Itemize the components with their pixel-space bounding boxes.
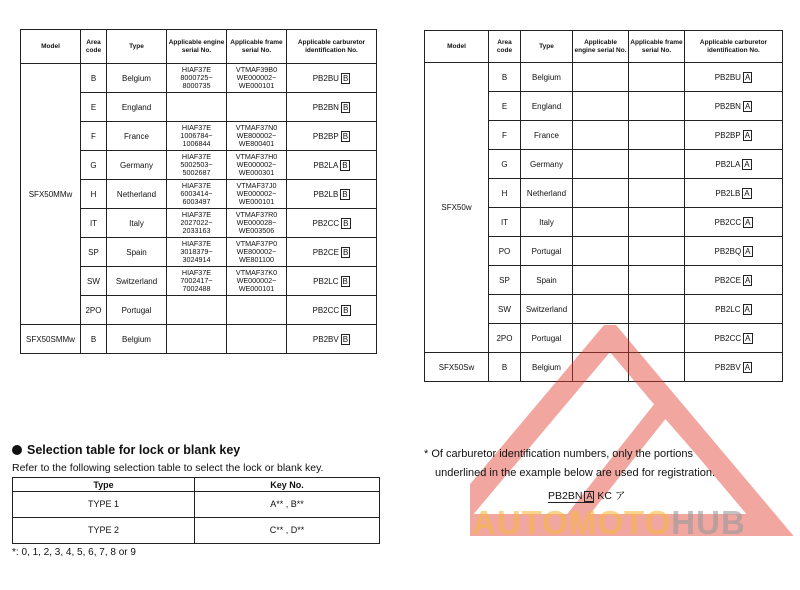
table-row xyxy=(425,63,783,92)
area-cell: B xyxy=(489,63,521,92)
key-no-cell: A** , B** xyxy=(195,492,380,518)
area-cell: B xyxy=(489,353,521,382)
carb-id: PB2BP xyxy=(714,130,741,140)
type-cell: Spain xyxy=(521,266,573,295)
carb-cell xyxy=(287,180,377,209)
carb-box: A xyxy=(744,362,751,372)
model-cell: SFX50w xyxy=(425,63,489,353)
example-tail: KC ア xyxy=(597,490,626,502)
frame-cell xyxy=(629,63,685,92)
carb-box: B xyxy=(343,305,349,315)
type-cell: Netherland xyxy=(521,179,573,208)
engine-cell xyxy=(167,93,227,122)
carb-cell xyxy=(685,92,783,121)
engine-cell xyxy=(573,179,629,208)
model-cell: SFX50MMw xyxy=(21,64,81,325)
carb-box: A xyxy=(744,159,750,169)
header-frame: Applicable frame serial No. xyxy=(227,30,287,64)
area-cell: G xyxy=(489,150,521,179)
watermark-logo xyxy=(472,504,746,542)
area-cell: F xyxy=(489,121,521,150)
carb-cell xyxy=(287,122,377,151)
frame-cell xyxy=(227,296,287,325)
note-line-1: * Of carburetor identification numbers, only the portions xyxy=(424,448,694,460)
example-main xyxy=(548,490,594,503)
table-row xyxy=(21,64,377,93)
header-model: Model xyxy=(425,31,489,63)
carb-cell xyxy=(287,325,377,354)
header-type: Type xyxy=(521,31,573,63)
left-carburetor-table xyxy=(20,29,377,354)
type-cell: Netherland xyxy=(107,180,167,209)
frame-cell: VTMAF37J0 WE000002~ WE000101 xyxy=(227,180,287,209)
carb-box: A xyxy=(744,101,751,111)
carb-box: A xyxy=(744,130,751,140)
frame-cell: VTMAF37N0 WE800002~ WE800401 xyxy=(227,122,287,151)
header-area-code: Area code xyxy=(81,30,107,64)
type-cell: Italy xyxy=(107,209,167,238)
carb-id: PB2BU xyxy=(714,72,741,82)
note-line-2: underlined in the example below are used for registration. xyxy=(435,467,716,479)
carb-id: PB2LB xyxy=(313,189,339,199)
frame-cell xyxy=(629,121,685,150)
frame-cell xyxy=(227,325,287,354)
engine-cell: HIAF37E 5002503~ 5002687 xyxy=(167,151,227,180)
type-cell: Belgium xyxy=(521,63,573,92)
carb-cell xyxy=(287,296,377,325)
carb-cell xyxy=(685,121,783,150)
type-cell: Portugal xyxy=(107,296,167,325)
carb-box: A xyxy=(745,333,751,343)
carb-box: A xyxy=(745,246,751,256)
watermark-text-b: HUB xyxy=(671,504,746,541)
type-cell: France xyxy=(521,121,573,150)
carb-cell xyxy=(685,63,783,92)
header-carburetor: Applicable carburetor identification No. xyxy=(685,31,783,63)
area-cell: SW xyxy=(81,267,107,296)
header-key-type: Type xyxy=(13,478,195,492)
header-engine: Applicable engine serial No. xyxy=(573,31,629,63)
carb-cell xyxy=(685,150,783,179)
carb-id: PB2CC xyxy=(312,305,340,315)
key-type-cell: TYPE 2 xyxy=(13,518,195,544)
frame-cell: VTMAF37P0 WE800002~ WE801100 xyxy=(227,238,287,267)
selection-description: Refer to the following selection table to select the lock or blank key. xyxy=(12,462,324,474)
type-cell: Spain xyxy=(107,238,167,267)
engine-cell xyxy=(573,121,629,150)
frame-cell: VTMAF39B0 WE000002~ WE000101 xyxy=(227,64,287,93)
engine-cell xyxy=(167,296,227,325)
carb-id: PB2BU xyxy=(312,73,339,83)
area-cell: SW xyxy=(489,295,521,324)
carb-id: PB2LB xyxy=(715,188,741,198)
example-box: A xyxy=(586,491,593,501)
carb-cell xyxy=(685,295,783,324)
carb-box: A xyxy=(745,217,751,227)
area-cell: F xyxy=(81,122,107,151)
key-selection-table xyxy=(12,477,380,544)
carb-cell xyxy=(685,179,783,208)
engine-cell xyxy=(573,295,629,324)
header-frame: Applicable frame serial No. xyxy=(629,31,685,63)
engine-cell xyxy=(573,237,629,266)
area-cell: G xyxy=(81,151,107,180)
carb-box: B xyxy=(342,73,349,83)
carb-id: PB2CC xyxy=(714,217,742,227)
key-footnote: *: 0, 1, 2, 3, 4, 5, 6, 7, 8 or 9 xyxy=(12,547,136,558)
carburetor-note xyxy=(424,445,794,483)
carb-id: PB2CE xyxy=(312,247,339,257)
carb-box: B xyxy=(342,334,349,344)
table-row xyxy=(21,325,377,354)
type-cell: Belgium xyxy=(521,353,573,382)
carb-id: PB2LC xyxy=(313,276,339,286)
frame-cell: VTMAF37K0 WE000002~ WE000101 xyxy=(227,267,287,296)
type-cell: Switzerland xyxy=(521,295,573,324)
carb-id: PB2CE xyxy=(714,275,741,285)
area-cell: PO xyxy=(489,237,521,266)
table-row xyxy=(13,518,380,544)
frame-cell xyxy=(629,150,685,179)
carb-cell xyxy=(685,266,783,295)
carb-box: A xyxy=(744,188,750,198)
carb-box: A xyxy=(744,275,751,285)
area-cell: H xyxy=(489,179,521,208)
header-engine: Applicable engine serial No. xyxy=(167,30,227,64)
engine-cell: HIAF37E 6003414~ 6003497 xyxy=(167,180,227,209)
type-cell: Switzerland xyxy=(107,267,167,296)
header-type: Type xyxy=(107,30,167,64)
selection-title xyxy=(12,443,240,457)
type-cell: Germany xyxy=(107,151,167,180)
carb-cell xyxy=(685,208,783,237)
carb-cell xyxy=(287,151,377,180)
carb-cell xyxy=(287,209,377,238)
frame-cell xyxy=(629,266,685,295)
carb-id: PB2BN xyxy=(714,101,741,111)
engine-cell xyxy=(573,63,629,92)
model-cell: SFX50SMMw xyxy=(21,325,81,354)
area-cell: B xyxy=(81,325,107,354)
carb-box: B xyxy=(342,160,348,170)
type-cell: Belgium xyxy=(107,325,167,354)
type-cell: France xyxy=(107,122,167,151)
engine-cell xyxy=(167,325,227,354)
carb-id: PB2CC xyxy=(312,218,340,228)
key-type-cell: TYPE 1 xyxy=(13,492,195,518)
carb-id: PB2BV xyxy=(714,362,741,372)
engine-cell xyxy=(573,208,629,237)
frame-cell xyxy=(227,93,287,122)
area-cell: B xyxy=(81,64,107,93)
carb-cell xyxy=(287,267,377,296)
carb-box: B xyxy=(342,247,349,257)
engine-cell: HIAF37E 2027022~ 2033163 xyxy=(167,209,227,238)
frame-cell: VTMAF37H0 WE000002~ WE000301 xyxy=(227,151,287,180)
carb-id: PB2LA xyxy=(715,159,741,169)
engine-cell: HIAF37E 8000725~ 8000735 xyxy=(167,64,227,93)
area-cell: IT xyxy=(489,208,521,237)
carburetor-example xyxy=(548,488,625,503)
header-area-code: Area code xyxy=(489,31,521,63)
area-cell: SP xyxy=(489,266,521,295)
frame-cell xyxy=(629,179,685,208)
engine-cell xyxy=(573,92,629,121)
header-model: Model xyxy=(21,30,81,64)
frame-cell: VTMAF37R0 WE000028~ WE003506 xyxy=(227,209,287,238)
carb-id: PB2BQ xyxy=(714,246,742,256)
carb-cell xyxy=(287,64,377,93)
carb-id: PB2LC xyxy=(715,304,741,314)
key-no-cell: C** , D** xyxy=(195,518,380,544)
type-cell: Germany xyxy=(521,150,573,179)
selection-title-text: Selection table for lock or blank key xyxy=(27,443,241,457)
engine-cell: HIAF37E 1006784~ 1006844 xyxy=(167,122,227,151)
area-cell: 2PO xyxy=(489,324,521,353)
bullet-icon xyxy=(12,445,22,455)
area-cell: E xyxy=(81,93,107,122)
type-cell: England xyxy=(521,92,573,121)
carb-box: B xyxy=(342,276,348,286)
type-cell: Portugal xyxy=(521,237,573,266)
frame-cell xyxy=(629,295,685,324)
carb-id: PB2BV xyxy=(312,334,339,344)
carb-box: B xyxy=(342,189,348,199)
type-cell: Portugal xyxy=(521,324,573,353)
example-id: PB2BN xyxy=(548,490,583,502)
header-carburetor: Applicable carburetor identification No. xyxy=(287,30,377,64)
watermark-text-a: AUTOMOTO xyxy=(472,504,672,541)
carb-cell xyxy=(685,237,783,266)
carb-box: B xyxy=(342,102,349,112)
frame-cell xyxy=(629,208,685,237)
type-cell: Belgium xyxy=(107,64,167,93)
header-key-no: Key No. xyxy=(195,478,380,492)
engine-cell xyxy=(573,150,629,179)
table-row xyxy=(13,492,380,518)
area-cell: E xyxy=(489,92,521,121)
engine-cell xyxy=(573,266,629,295)
carb-box: A xyxy=(744,304,750,314)
model-cell: SFX50Sw xyxy=(425,353,489,382)
type-cell: Italy xyxy=(521,208,573,237)
area-cell: SP xyxy=(81,238,107,267)
carb-id: PB2CC xyxy=(714,333,742,343)
engine-cell: HIAF37E 7002417~ 7002488 xyxy=(167,267,227,296)
frame-cell xyxy=(629,92,685,121)
carb-box: B xyxy=(343,218,349,228)
carb-id: PB2BP xyxy=(312,131,339,141)
carb-box: B xyxy=(342,131,349,141)
carb-box: A xyxy=(744,72,751,82)
carb-cell xyxy=(287,93,377,122)
carb-cell xyxy=(287,238,377,267)
area-cell: 2PO xyxy=(81,296,107,325)
carb-id: PB2LA xyxy=(313,160,339,170)
carb-id: PB2BN xyxy=(312,102,339,112)
area-cell: H xyxy=(81,180,107,209)
area-cell: IT xyxy=(81,209,107,238)
frame-cell xyxy=(629,237,685,266)
engine-cell: HIAF37E 3018379~ 3024914 xyxy=(167,238,227,267)
type-cell: England xyxy=(107,93,167,122)
